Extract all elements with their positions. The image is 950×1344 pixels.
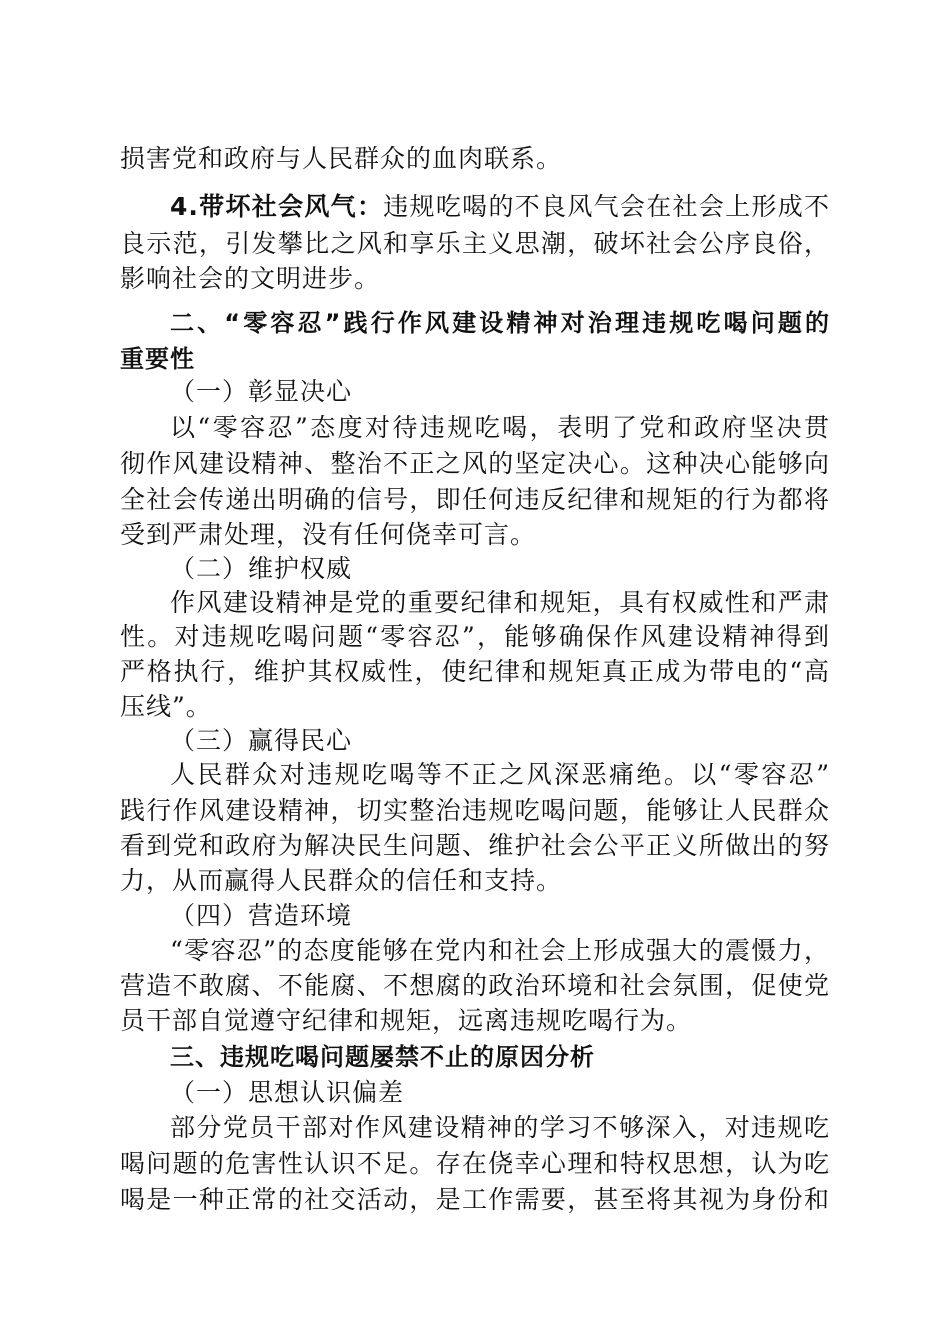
text-line	[120, 690, 830, 724]
text-line	[120, 864, 830, 898]
line-text: “零容忍”的态度能够在党内和社会上形成强大的震慑力，	[170, 936, 830, 965]
text-line	[170, 724, 880, 758]
line-text: 部分党员干部对作风建设精神的学习不够深入，对违规吃	[170, 1113, 830, 1142]
text-line	[170, 934, 830, 968]
line-text: 人民群众对违规吃喝等不正之风深恶痛绝。以“零容忍”	[170, 760, 830, 789]
text-line	[120, 794, 830, 828]
line-text: 力，从而赢得人民群众的信任和支持。	[120, 866, 563, 895]
text-line	[170, 411, 830, 445]
line-text: 严格执行，维护其权威性，使纪律和规矩真正成为带电的“高	[120, 657, 830, 686]
line-text: 违规吃喝的不良风气会在社会上形成不	[383, 192, 830, 221]
text-line	[120, 969, 830, 1003]
line-text: 看到党和政府为解决民生问题、维护社会公平正义所做出的努	[120, 831, 830, 860]
line-text: 以“零容忍”态度对待违规吃喝，表明了党和政府坚决贯	[170, 413, 830, 442]
text-line	[170, 758, 830, 792]
line-text: 重要性	[120, 345, 195, 373]
line-text: 喝问题的危害性认识不足。存在侥幸心理和特权思想，认为吃	[120, 1149, 830, 1178]
text-line	[170, 586, 830, 620]
text-line	[120, 655, 830, 689]
text-line	[120, 1147, 830, 1181]
text-line	[120, 342, 830, 376]
line-text: 影响社会的文明进步。	[120, 264, 381, 293]
line-text: 二、“零容忍”践行作风建设精神对治理违规吃喝问题的	[170, 309, 830, 337]
text-line	[170, 1076, 880, 1110]
text-line	[120, 518, 830, 552]
text-line	[170, 552, 880, 586]
line-text: 营造不敢腐、不能腐、不想腐的政治环境和社会氛围，促使党	[120, 971, 830, 1000]
line-text: （二）维护权威	[170, 554, 353, 583]
text-line	[120, 483, 830, 517]
text-line	[120, 829, 830, 863]
text-line	[170, 1040, 830, 1074]
line-text: 良示范，引发攀比之风和享乐主义思潮，破坏社会公序良俗，	[120, 229, 830, 258]
text-line	[120, 620, 830, 654]
line-text: 员干部自觉遵守纪律和规矩，远离违规吃喝行为。	[120, 1006, 693, 1035]
text-line	[170, 1111, 830, 1145]
text-line	[170, 190, 830, 224]
line-text: 全社会传递出明确的信号，即任何违反纪律和规矩的行为都将	[120, 485, 830, 514]
text-line	[120, 262, 830, 296]
line-text: 作风建设精神是党的重要纪律和规矩，具有权威性和严肃	[170, 588, 830, 617]
text-line	[120, 447, 830, 481]
line-text: （三）赢得民心	[170, 726, 353, 755]
line-text: 损害党和政府与人民群众的血肉联系。	[120, 144, 563, 173]
text-line	[120, 142, 830, 176]
line-text: （一）思想认识偏差	[170, 1078, 405, 1107]
text-line	[170, 306, 830, 340]
text-line	[120, 227, 830, 261]
text-line	[120, 1004, 830, 1038]
line-text: （四）营造环境	[170, 901, 353, 930]
line-text: 践行作风建设精神，切实整治违规吃喝问题，能够让人民群众	[120, 796, 830, 825]
line-text: 性。对违规吃喝问题“零容忍”，能够确保作风建设精神得到	[120, 622, 830, 651]
line-text: 三、违规吃喝问题屡禁不止的原因分析	[170, 1043, 595, 1071]
text-line	[170, 899, 880, 933]
text-line	[120, 1183, 830, 1217]
line-text: 压线”。	[120, 692, 212, 721]
line-text: 受到严肃处理，没有任何侥幸可言。	[120, 520, 537, 549]
line-text: 彻作风建设精神、整治不正之风的坚定决心。这种决心能够向	[120, 449, 830, 478]
inline-bold-label: 4.带坏社会风气：	[170, 192, 384, 221]
line-text: （一）彰显决心	[170, 377, 353, 406]
text-line	[170, 375, 880, 409]
line-text: 喝是一种正常的社交活动，是工作需要，甚至将其视为身份和	[120, 1185, 830, 1214]
